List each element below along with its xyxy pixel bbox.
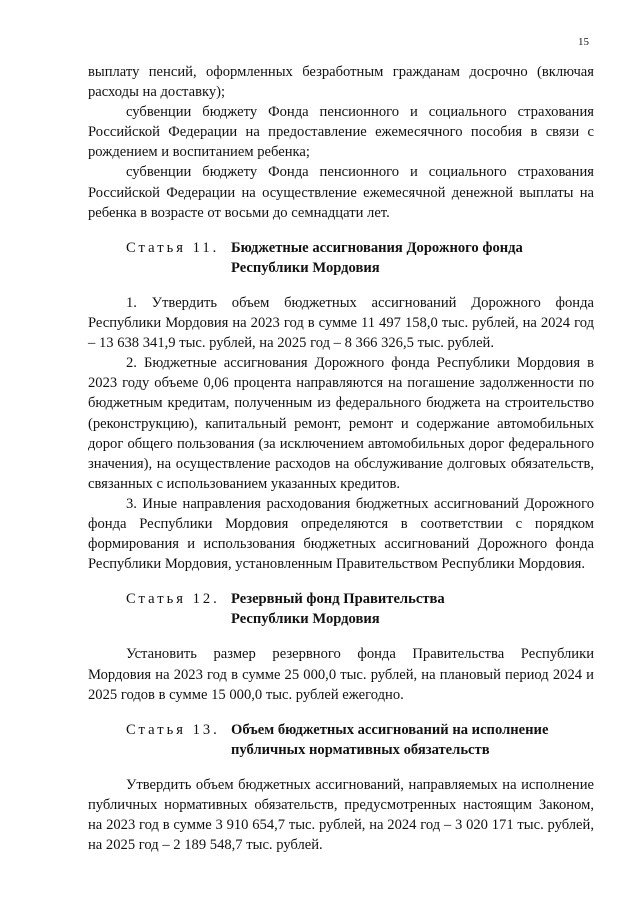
article-13-title-line1: Объем бюджетных ассигнований на исполнение (231, 721, 549, 738)
article-11-paragraph-2: 2. Бюджетные ассигнования Дорожного фонда Республики Мордовия в 2023 году объеме 0,06 процента направляются на погашение задолженности по бюджетным кредитам, полученным из федерального бюджета на строительство (реконструкцию), капитальный ремонт, ремонт и содержание автомобильных дорог общего пользования (за исключением автомобильных дорог федерального значения), на осуществление расходов на обслуживание долговых обязательств, связанных с использованием указанных кредитов. (88, 355, 594, 492)
document-body (88, 62, 594, 855)
article-11-label: Статья 11. (126, 239, 220, 256)
article-13-paragraph-1: Утвердить объем бюджетных ассигнований, направляемых на исполнение публичных нормативных обязательств, предусмотренных настоящим Законом, на 2023 год в сумме 3 910 654,7 тыс. рублей, на 2024 год – 3 020 171 тыс. рублей, на 2025 год – 2 189 548,7 тыс. рублей. (88, 776, 594, 854)
article-12-heading (88, 589, 594, 629)
page-number: 15 (578, 36, 589, 48)
intro-paragraph-2: субвенции бюджету Фонда пенсионного и социального страхования Российской Федерации на предоставление ежемесячного пособия в связи с рождением и воспитанием ребенка; (88, 104, 594, 161)
article-12-paragraph-1: Установить размер резервного фонда Правительства Республики Мордовия на 2023 год в сумме 25 000,0 тыс. рублей, на плановый период 2024 и 2025 годов в сумме 15 000,0 тыс. рублей ежегодно. (88, 646, 594, 703)
article-12-title-line2: Республики Мордовия (231, 611, 380, 628)
article-11-title-line2: Республики Мордовия (231, 259, 380, 276)
article-11-paragraph-1: 1. Утвердить объем бюджетных ассигнований Дорожного фонда Республики Мордовия на 2023 год в сумме 11 497 158,0 тыс. рублей, на 2024 год – 13 638 341,9 тыс. рублей, на 2025 год – 8 366 326,5 тыс. рублей. (88, 294, 594, 352)
article-11-heading (88, 238, 594, 278)
article-11-title-line1: Бюджетные ассигнования Дорожного фонда (231, 239, 523, 256)
article-12-title-line1: Резервный фонд Правительства (231, 591, 445, 608)
article-13-title-line2: публичных нормативных обязательств (231, 741, 490, 758)
article-12-label: Статья 12. (126, 591, 220, 608)
article-11-paragraph-3: 3. Иные направления расходования бюджетных ассигнований Дорожного фонда Республики Мордовия определяются в соответствии с порядком формирования и использования бюджетных ассигнований Дорожного фонда Республики Мордовия, установленным Правительством Республики Мордовия. (88, 495, 594, 573)
article-13-label: Статья 13. (126, 721, 220, 738)
intro-paragraph-1: выплату пенсий, оформленных безработным гражданам досрочно (включая расходы на доставку); (88, 64, 594, 101)
intro-paragraph-3: субвенции бюджету Фонда пенсионного и социального страхования Российской Федерации на осуществление ежемесячной денежной выплаты на ребенка в возрасте от восьми до семнадцати лет. (88, 164, 594, 221)
article-13-heading (88, 720, 594, 760)
